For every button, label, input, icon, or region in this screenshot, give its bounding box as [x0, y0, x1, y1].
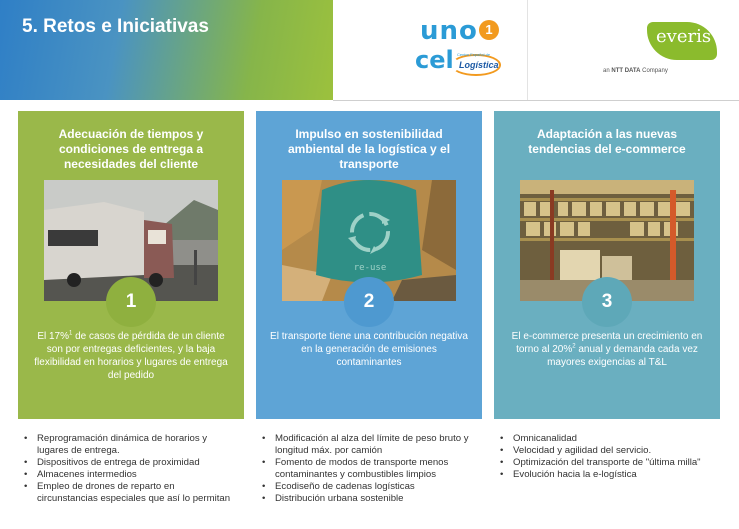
card-number: 3	[582, 277, 632, 327]
everis-sub-suffix: Company	[642, 68, 668, 74]
card-body: El e-commerce presenta un crecimiento en torno al 20%$^2$ anual y demanda cada vez mayores exigencias al T&L	[511, 331, 703, 368]
page-title: 5. Retos e Iniciativas	[22, 16, 209, 37]
list-item: • Almacenes intermedios	[24, 469, 236, 481]
list-item: • Empleo de drones de reparto en circunstancias especiales que así lo permitan	[24, 481, 236, 505]
uno-cel-logo	[415, 16, 501, 80]
everis-sub-prefix: an	[603, 68, 610, 74]
header-band	[0, 0, 333, 100]
card-1	[18, 111, 244, 419]
card-title: Adecuación de tiempos y condiciones de entrega a necesidades del cliente	[58, 127, 204, 171]
everis-logo-text: everis	[656, 26, 712, 47]
everis-sub-brand: NTT DATA	[611, 68, 641, 74]
list-item: • Distribución urbana sostenible	[262, 493, 478, 505]
initiatives-list-3	[500, 433, 730, 481]
card-body: El transporte tiene una contribución negativa en la generación de emisiones contaminantes	[270, 331, 468, 368]
list-item: • Modificación al alza del límite de peso bruto y longitud máx. por camión	[262, 433, 478, 457]
list-item: • Fomento de modos de transporte menos contaminantes y combustibles limpios	[262, 457, 478, 481]
list-item: • Reprogramación dinámica de horarios y lugares de entrega.	[24, 433, 236, 457]
list-item: • Velocidad y agilidad del servicio.	[500, 445, 730, 457]
list-item: • Omnicanalidad	[500, 433, 730, 445]
initiatives-list-1	[24, 433, 236, 505]
card-2	[256, 111, 482, 419]
list-item: • Optimización del transporte de "última milla"	[500, 457, 730, 469]
card-body: El 17%$^1$ de casos de pérdida de un cliente son por entregas deficientes, y la baja flexibilidad en horarios y lugares de entrega del pedido	[34, 330, 228, 381]
card-title: Impulso en sostenibilidad ambiental de la logística y el transporte	[287, 127, 451, 171]
cel-logo-small-text: Centro Español de	[457, 52, 491, 57]
list-item: • Dispositivos de entrega de proximidad	[24, 457, 236, 469]
initiatives-list-2	[262, 433, 478, 505]
logo-separator	[527, 0, 528, 100]
header-divider	[333, 100, 739, 101]
list-item: • Evolución hacia la e-logística	[500, 469, 730, 481]
list-item: • Ecodiseño de cadenas logísticas	[262, 481, 478, 493]
card-number: 2	[344, 277, 394, 327]
card-3	[494, 111, 720, 419]
cel-logo-text: cel	[415, 46, 454, 74]
card-number: 1	[106, 277, 156, 327]
everis-logo-subtitle	[603, 68, 668, 74]
uno-logo-text: uno	[420, 16, 478, 46]
cel-logo-logistica: Logística	[459, 60, 499, 70]
bag-text: re-use	[353, 263, 387, 273]
uno-logo-one: 1	[479, 20, 499, 40]
card-title: Adaptación a las nuevas tendencias del e-commerce	[528, 127, 686, 156]
